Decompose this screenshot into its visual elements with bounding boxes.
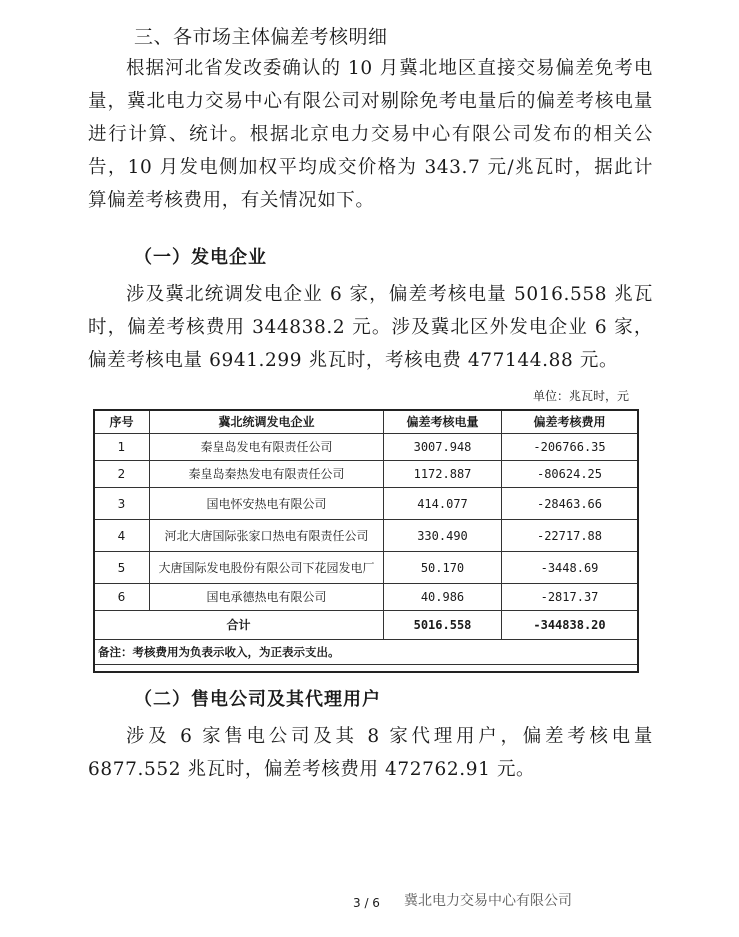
table-row <box>94 434 638 461</box>
header-fee: 偏差考核费用 <box>502 410 638 434</box>
table-note-row <box>94 640 638 665</box>
cell-energy: 3007.948 <box>384 434 502 461</box>
total-energy: 5016.558 <box>384 611 502 640</box>
power-generation-heading: （一）发电企业 <box>134 247 267 268</box>
cell-energy: 330.490 <box>384 520 502 552</box>
cell-serial: 6 <box>94 584 150 611</box>
retail-company-heading: （二）售电公司及其代理用户 <box>134 689 381 710</box>
header-energy: 偏差考核电量 <box>384 410 502 434</box>
cell-company: 秦皇岛发电有限责任公司 <box>150 434 384 461</box>
cell-fee: -2817.37 <box>502 584 638 611</box>
cell-company: 河北大唐国际张家口热电有限责任公司 <box>150 520 384 552</box>
table-note: 备注：考核费用为负表示收入，为正表示支出。 <box>94 640 638 665</box>
cell-fee: -80624.25 <box>502 461 638 488</box>
footer-organization: 冀北电力交易中心有限公司 <box>404 893 572 909</box>
deviation-assessment-table <box>93 409 638 665</box>
cell-serial: 4 <box>94 520 150 552</box>
cell-serial: 2 <box>94 461 150 488</box>
cell-energy: 1172.887 <box>384 461 502 488</box>
cell-serial: 1 <box>94 434 150 461</box>
cell-fee: -28463.66 <box>502 488 638 520</box>
header-company: 冀北统调发电企业 <box>150 410 384 434</box>
intro-paragraph: 根据河北省发改委确认的 10 月冀北地区直接交易偏差免考电量，冀北电力交易中心有限公司对剔除免考电量后的偏差考核电量进行计算、统计。根据北京电力交易中心有限公司发布的相关公告，10 月发电侧加权平均成交价格为 343.7 元/兆瓦时，据此计算偏差考核费用，有关情况如下。 <box>88 58 653 211</box>
table-row <box>94 461 638 488</box>
page-number: 3 / 6 <box>353 896 380 910</box>
cell-energy: 40.986 <box>384 584 502 611</box>
cell-fee: -206766.35 <box>502 434 638 461</box>
table-row <box>94 520 638 552</box>
cell-company: 国电承德热电有限公司 <box>150 584 384 611</box>
cell-company: 秦皇岛秦热发电有限责任公司 <box>150 461 384 488</box>
cell-company: 大唐国际发电股份有限公司下花园发电厂 <box>150 552 384 584</box>
cell-fee: -22717.88 <box>502 520 638 552</box>
table-header-row <box>94 410 638 434</box>
table-row <box>94 584 638 611</box>
table-row <box>94 552 638 584</box>
total-label: 合计 <box>94 611 384 640</box>
cell-energy: 414.077 <box>384 488 502 520</box>
cell-serial: 3 <box>94 488 150 520</box>
table-unit-label: 单位：兆瓦时，元 <box>532 389 629 403</box>
section-heading: 三、各市场主体偏差考核明细 <box>134 26 388 48</box>
cell-energy: 50.170 <box>384 552 502 584</box>
power-generation-paragraph: 涉及冀北统调发电企业 6 家，偏差考核电量 5016.558 兆瓦时，偏差考核费用 344838.2 元。涉及冀北区外发电企业 6 家，偏差考核电量 6941.299 兆瓦时，考核电费 477144.88 元。 <box>88 284 653 371</box>
header-serial: 序号 <box>94 410 150 434</box>
table-total-row <box>94 611 638 640</box>
retail-company-paragraph: 涉及 6 家售电公司及其 8 家代理用户，偏差考核电量 6877.552 兆瓦时，偏差考核费用 472762.91 元。 <box>88 726 653 780</box>
total-fee: -344838.20 <box>502 611 638 640</box>
cell-serial: 5 <box>94 552 150 584</box>
table-row <box>94 488 638 520</box>
cell-fee: -3448.69 <box>502 552 638 584</box>
cell-company: 国电怀安热电有限公司 <box>150 488 384 520</box>
